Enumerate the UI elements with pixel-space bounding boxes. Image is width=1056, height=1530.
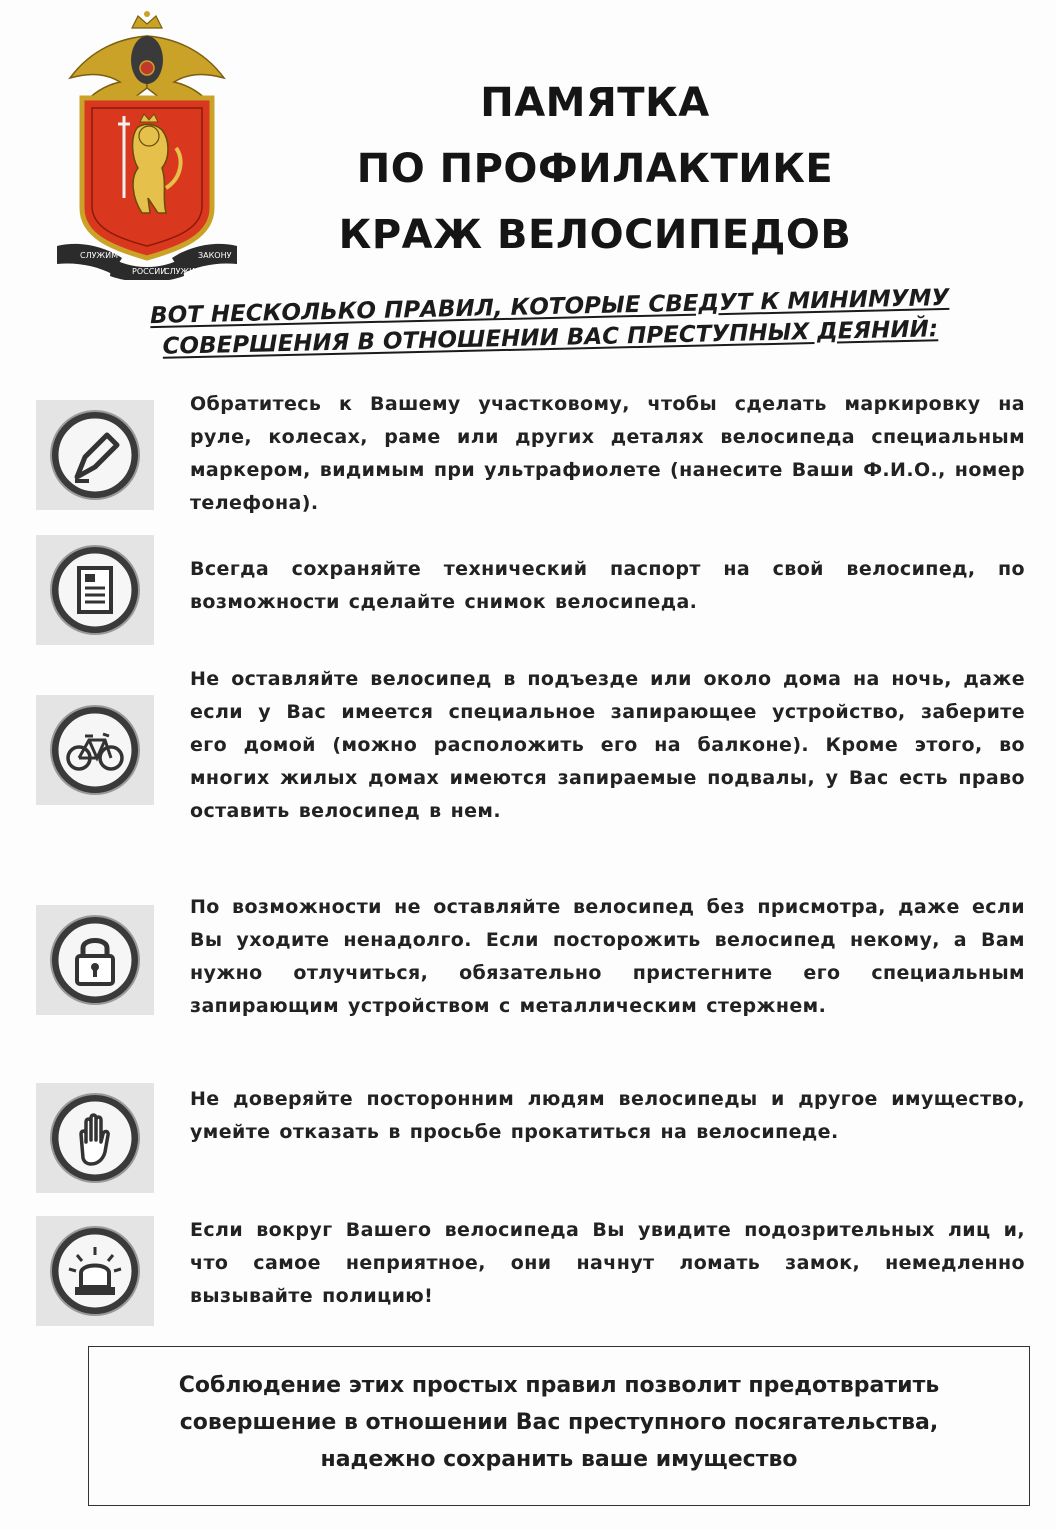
title-line-2: ПО ПРОФИЛАКТИКЕ: [356, 146, 834, 192]
police-emblem-icon: [52, 8, 242, 280]
subtitle-line-1: ВОТ НЕСКОЛЬКО ПРАВИЛ, КОТОРЫЕ СВЕДУТ К МИНИМУМУ: [149, 284, 950, 330]
rule-icon-box: [36, 400, 154, 510]
rule-icon-box: [36, 695, 154, 805]
rule-icon-box: [36, 535, 154, 645]
footer-box: [88, 1346, 1030, 1506]
subtitle-line-2: СОВЕРШЕНИЯ В ОТНОШЕНИИ ВАС ПРЕСТУПНЫХ ДЕЯНИЙ:: [162, 316, 939, 360]
padlock-icon: [45, 910, 145, 1010]
police-siren-icon: [45, 1221, 145, 1321]
emblem-ribbon-center: РОССИИ: [132, 267, 167, 276]
document-icon: [45, 540, 145, 640]
rule-icon-box: [36, 1083, 154, 1193]
footer-line-2: совершение в отношении Вас преступного посягательства,: [179, 1410, 939, 1435]
page-title: [270, 70, 920, 268]
page-subtitle: [99, 282, 1000, 364]
emblem-ribbon-left: СЛУЖИМ: [80, 251, 118, 260]
title-line-1: ПАМЯТКА: [480, 80, 710, 126]
footer-line-3: надежно сохранить ваше имущество: [320, 1447, 798, 1472]
rule-text: Не оставляйте велосипед в подъезде или около дома на ночь, даже если у Вас имеется специальное запирающее устройство, заберите его домой (можно расположить его на балконе). Кроме этого, во многих жилых домах имеются запираемые подвалы, у Вас есть право оставить велосипед в нем.: [190, 668, 1025, 822]
emblem-ribbon-far-right: ЗАКОНУ: [198, 251, 232, 260]
footer-text: [89, 1367, 1029, 1478]
rule-text: Всегда сохраняйте технический паспорт на свой велосипед, по возможности сделайте снимок велосипеда.: [190, 558, 1025, 613]
rule-text: Обратитесь к Вашему участковому, чтобы сделать маркировку на руле, колесах, раме или других деталях велосипеда специальным маркером, видимым при ультрафиолете (нанесите Ваши Ф.И.О., номер телефона).: [190, 393, 1025, 514]
marker-icon: [45, 405, 145, 505]
title-line-3: КРАЖ ВЕЛОСИПЕДОВ: [338, 212, 852, 258]
bicycle-icon: [45, 700, 145, 800]
rule-text: Если вокруг Вашего велосипеда Вы увидите подозрительных лиц и, что самое неприятное, они начнут ломать замок, немедленно вызывайте полицию!: [190, 1219, 1025, 1307]
rule-icon-box: [36, 1216, 154, 1326]
rule-text: По возможности не оставляйте велосипед без присмотра, даже если Вы уходите ненадолго. Если посторожить велосипед некому, а Вам нужно отлучиться, обязательно пристегните его специальным запирающим устройством с металлическим стержнем.: [190, 896, 1025, 1017]
emblem-ribbon-right: СЛУЖИМ: [164, 267, 202, 276]
footer-line-1: Соблюдение этих простых правил позволит предотвратить: [178, 1373, 940, 1398]
rule-icon-box: [36, 905, 154, 1015]
rule-text: Не доверяйте посторонним людям велосипеды и другое имущество, умейте отказать в просьбе прокатиться на велосипеде.: [190, 1088, 1025, 1143]
stop-hand-icon: [45, 1088, 145, 1188]
